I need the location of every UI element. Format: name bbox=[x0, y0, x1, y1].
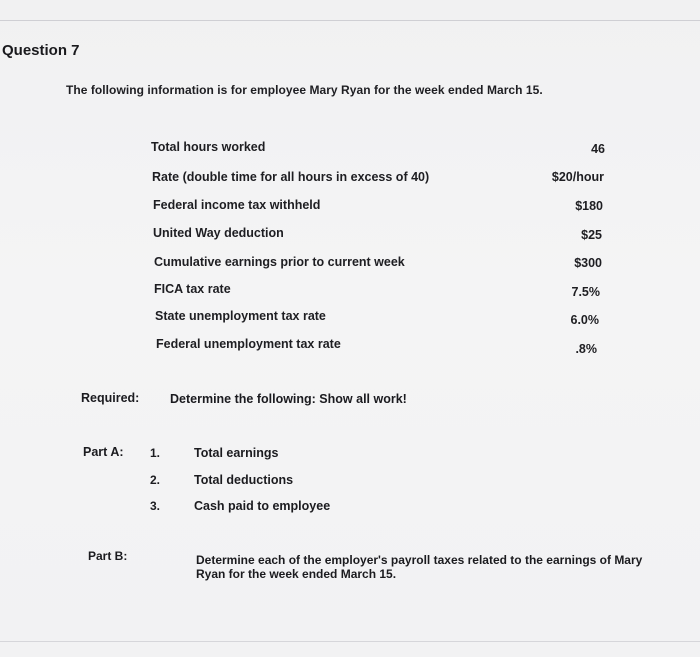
info-value-state-unemployment: 6.0% bbox=[570, 313, 599, 327]
info-value-rate: $20/hour bbox=[551, 170, 604, 184]
question-intro: The following information is for employee Mary Ryan for the week ended March 15. bbox=[66, 83, 543, 97]
part-a-item-cash-paid: Cash paid to employee bbox=[194, 499, 331, 513]
info-value-fica-rate: 7.5% bbox=[571, 285, 600, 299]
info-value-federal-income-tax: $180 bbox=[575, 199, 603, 213]
part-b-label: Part B: bbox=[88, 549, 128, 563]
info-label-rate: Rate (double time for all hours in excess of 40) bbox=[152, 170, 430, 184]
top-divider bbox=[0, 20, 700, 21]
info-label-hours: Total hours worked bbox=[151, 140, 266, 154]
question-title: Question 7 bbox=[2, 42, 80, 59]
info-label-united-way: United Way deduction bbox=[153, 226, 284, 240]
info-value-cumulative-earnings: $300 bbox=[574, 256, 602, 270]
info-value-federal-unemployment: .8% bbox=[575, 342, 597, 356]
required-instructions: Determine the following: Show all work! bbox=[170, 392, 407, 406]
part-a-item-total-deductions: Total deductions bbox=[194, 473, 294, 487]
part-a-label: Part A: bbox=[83, 445, 124, 459]
info-label-state-unemployment: State unemployment tax rate bbox=[155, 309, 326, 323]
part-a-item-number: 1. bbox=[150, 446, 161, 460]
info-label-federal-income-tax: Federal income tax withheld bbox=[153, 198, 321, 212]
part-b-instructions: Determine each of the employer's payroll taxes related to the earnings of Mary Ryan for the week ended March 15. bbox=[196, 553, 643, 581]
info-value-hours: 46 bbox=[591, 142, 605, 156]
info-label-federal-unemployment: Federal unemployment tax rate bbox=[156, 337, 341, 351]
info-label-fica-rate: FICA tax rate bbox=[154, 282, 231, 296]
info-value-united-way: $25 bbox=[581, 228, 602, 242]
part-a-item-total-earnings: Total earnings bbox=[194, 446, 279, 460]
info-label-cumulative-earnings: Cumulative earnings prior to current week bbox=[154, 255, 405, 269]
part-a-item-number: 2. bbox=[150, 473, 161, 487]
part-a-item-number: 3. bbox=[150, 499, 161, 513]
bottom-divider bbox=[0, 641, 700, 642]
required-label: Required: bbox=[81, 391, 140, 405]
